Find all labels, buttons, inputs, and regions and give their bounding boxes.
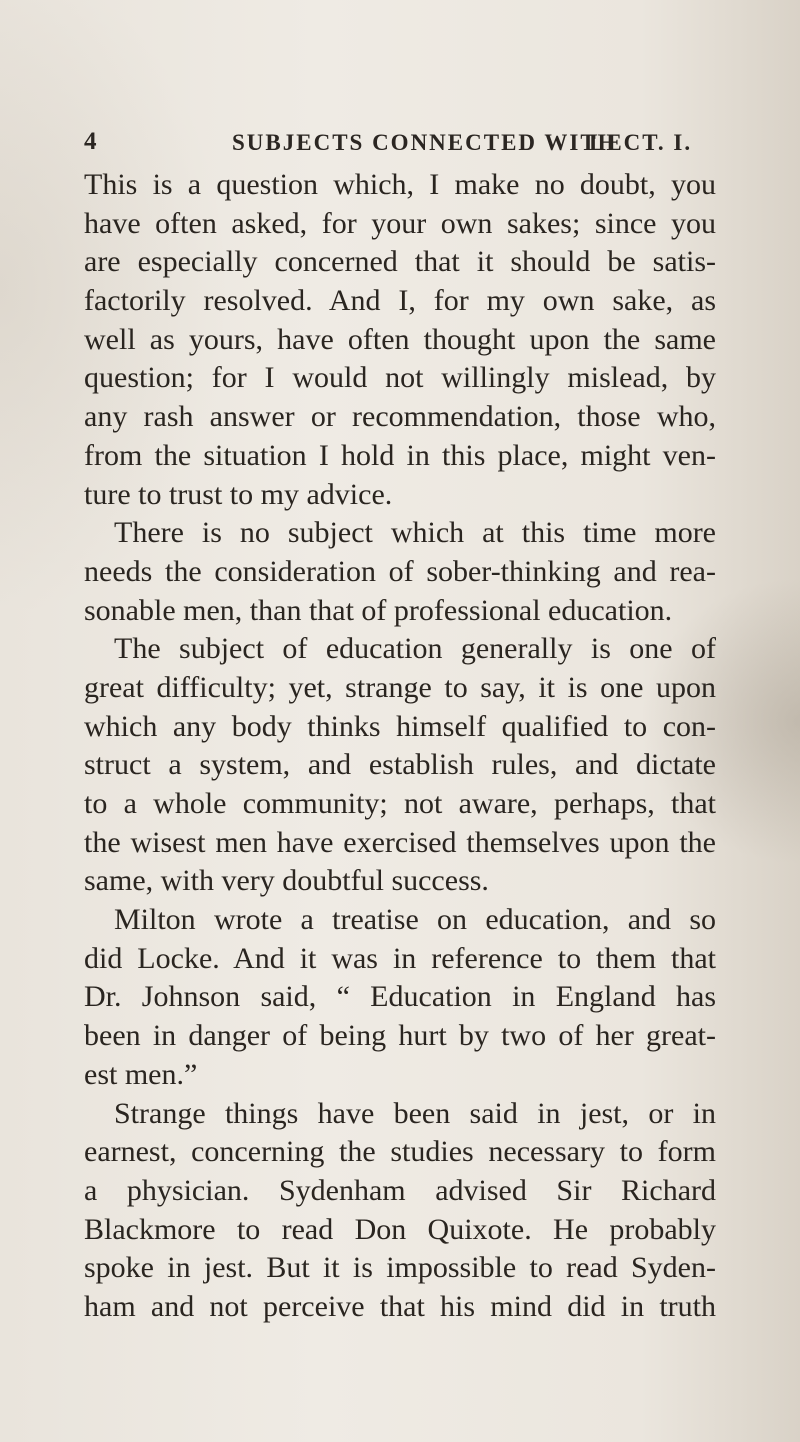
text-line: earnest, concerning the studies necessary to form xyxy=(84,1135,716,1169)
text-line: est men.” xyxy=(84,1057,198,1091)
text-line: any rash answer or recommendation, those who, xyxy=(84,400,716,434)
lecture-label: LECT. I. xyxy=(589,130,693,155)
text-line: needs the consideration of sober-thinking and rea- xyxy=(84,554,716,588)
text-line: have often asked, for your own sakes; since you xyxy=(84,206,716,240)
text-line: did Locke. And it was in reference to them that xyxy=(84,941,716,975)
text-line: a physician. Sydenham advised Sir Richard xyxy=(84,1173,716,1207)
running-header xyxy=(84,128,716,164)
text-line: been in danger of being hurt by two of her great- xyxy=(84,1019,716,1053)
text-line: factorily resolved. And I, for my own sake, as xyxy=(84,284,716,318)
text-line: Strange things have been said in jest, or in xyxy=(114,1096,716,1130)
text-line: to a whole community; not aware, perhaps, that xyxy=(84,787,716,820)
page-body-text xyxy=(84,166,716,1327)
text-line: There is no subject which at this time more xyxy=(114,516,716,550)
text-line: spoke in jest. But it is impossible to read Syden- xyxy=(84,1251,716,1285)
text-line: ham and not perceive that his mind did in truth xyxy=(84,1289,716,1323)
running-title: SUBJECTS CONNECTED WITH xyxy=(232,130,618,155)
text-line: the wisest men have exercised themselves upon the xyxy=(84,825,716,859)
text-line: struct a system, and establish rules, and dictate xyxy=(84,748,716,782)
text-line: This is a question which, I make no doubt, you xyxy=(84,168,716,201)
text-line: Dr. Johnson said, “ Education in England has xyxy=(84,980,716,1014)
text-line: Milton wrote a treatise on education, and so xyxy=(114,903,716,937)
text-line: question; for I would not willingly mislead, by xyxy=(84,361,716,395)
text-line: same, with very doubtful success. xyxy=(84,864,489,898)
text-line: The subject of education generally is one of xyxy=(114,632,716,666)
text-line: are especially concerned that it should be satis- xyxy=(84,245,716,279)
text-line: which any body thinks himself qualified to con- xyxy=(84,709,716,743)
page-number: 4 xyxy=(84,128,99,155)
text-line: well as yours, have often thought upon the same xyxy=(84,322,716,356)
text-line: ture to trust to my advice. xyxy=(84,477,393,511)
text-line: Blackmore to read Don Quixote. He probably xyxy=(84,1212,716,1246)
text-line: great difficulty; yet, strange to say, it is one upon xyxy=(84,670,716,704)
text-line: sonable men, than that of professional education. xyxy=(84,593,673,627)
text-line: from the situation I hold in this place, might ven- xyxy=(84,438,716,472)
